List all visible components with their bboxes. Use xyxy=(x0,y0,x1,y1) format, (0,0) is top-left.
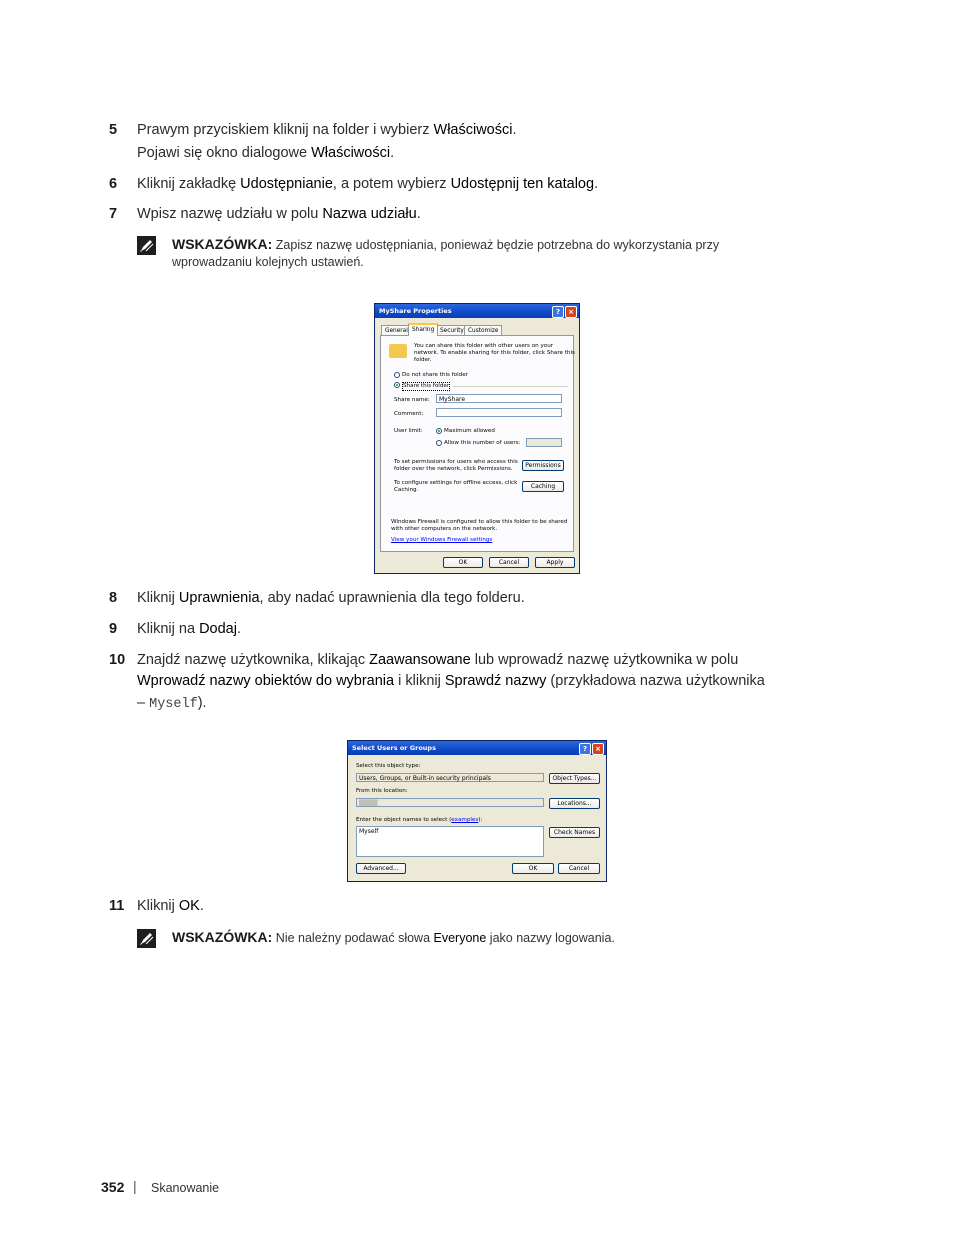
examples-link[interactable]: examples xyxy=(451,817,479,823)
section-name: Skanowanie xyxy=(151,1181,220,1195)
share-this-folder-label: Share this folder xyxy=(403,383,450,389)
step-text: Kliknij OK. xyxy=(137,898,204,914)
object-type-field: Users, Groups, or Built-in security principals xyxy=(356,773,544,782)
page-number: 352 xyxy=(101,1179,125,1195)
tab-sharing[interactable]: Sharing xyxy=(408,323,438,336)
user-count-spinner[interactable] xyxy=(526,438,562,447)
help-button[interactable]: ? xyxy=(579,743,591,755)
do-not-share-label: Do not share this folder xyxy=(402,372,468,378)
do-not-share-radio[interactable] xyxy=(394,372,400,378)
locations-button[interactable]: Locations... xyxy=(549,798,600,809)
check-names-button[interactable]: Check Names xyxy=(549,827,600,838)
step-text: Prawym przyciskiem kliknij na folder i wybierz Właściwości. xyxy=(137,122,517,138)
pencil-note-icon xyxy=(137,236,156,255)
firewall-text: Windows Firewall is configured to allow this folder to be shared xyxy=(391,519,568,525)
tab-customize[interactable]: Customize xyxy=(464,325,502,335)
step-text: Kliknij na Dodaj. xyxy=(137,621,241,637)
maximum-allowed-label: Maximum allowed xyxy=(444,428,495,434)
object-names-label: Enter the object names to select (examples): xyxy=(356,817,483,823)
intro-line: folder. xyxy=(414,357,432,363)
object-types-button[interactable]: Object Types... xyxy=(549,773,600,784)
select-users-dialog xyxy=(347,740,607,882)
tab-general[interactable]: General xyxy=(381,325,412,335)
step-text: Wpisz nazwę udziału w polu Nazwa udziału. xyxy=(137,206,421,222)
permissions-hint: folder over the network, click Permissions. xyxy=(394,466,513,472)
maximum-allowed-radio[interactable] xyxy=(436,428,442,434)
firewall-settings-link[interactable]: View your Windows Firewall settings xyxy=(391,537,493,543)
close-button[interactable]: × xyxy=(565,306,577,318)
step-number: 5 xyxy=(109,122,118,138)
caching-hint: To configure settings for offline access, click xyxy=(394,480,518,486)
shared-folder-icon xyxy=(389,344,407,358)
step-text: Kliknij Uprawnienia, aby nadać uprawnienia dla tego folderu. xyxy=(137,590,525,606)
dialog-title: Select Users or Groups xyxy=(352,744,436,752)
step-text: Kliknij zakładkę Udostępnianie, a potem wybierz Udostępnij ten katalog. xyxy=(137,176,599,192)
step-text: Wprowadź nazwy obiektów do wybrania i kliknij Sprawdź nazwy (przykładowa nazwa użytkownika xyxy=(137,673,765,689)
close-button[interactable]: × xyxy=(592,743,604,755)
note-text: WSKAZÓWKA: Nie należny podawać słowa Everyone jako nazwy logowania. xyxy=(172,929,615,945)
step-number: 6 xyxy=(109,176,118,192)
step-result-text: Pojawi się okno dialogowe Właściwości. xyxy=(137,145,395,161)
allow-users-radio[interactable] xyxy=(436,440,442,446)
user-limit-label: User limit: xyxy=(394,428,423,434)
advanced-button[interactable]: Advanced... xyxy=(356,863,406,874)
caching-hint: Caching. xyxy=(394,487,419,493)
step-number: 8 xyxy=(109,590,118,606)
object-type-label: Select this object type: xyxy=(356,763,421,769)
note-text: WSKAZÓWKA: Zapisz nazwę udostępniania, ponieważ będzie potrzebna do wykorzystania przy wprowadzaniu kolejnych ustawień. xyxy=(172,236,720,269)
permissions-hint: To set permissions for users who access this xyxy=(394,459,518,465)
share-name-label: Share name: xyxy=(394,397,430,403)
group-divider xyxy=(453,386,568,387)
step-number: 9 xyxy=(109,621,118,637)
pencil-note-icon xyxy=(137,929,156,948)
title-bar xyxy=(348,741,606,755)
apply-button[interactable]: Apply xyxy=(535,557,575,568)
intro-line: network. To enable sharing for this folder, click Share this xyxy=(414,350,575,356)
footer-separator: | xyxy=(133,1178,137,1194)
cancel-button[interactable]: Cancel xyxy=(489,557,529,568)
share-this-folder-radio[interactable] xyxy=(394,382,400,388)
dialog-title: MyShare Properties xyxy=(379,307,452,315)
allow-users-label: Allow this number of users: xyxy=(444,440,521,446)
step-number: 11 xyxy=(109,898,125,914)
firewall-text: with other computers on the network. xyxy=(391,526,498,532)
comment-input[interactable] xyxy=(436,408,562,417)
tab-security[interactable]: Security xyxy=(436,325,468,335)
ok-button[interactable]: OK xyxy=(443,557,483,568)
caching-button[interactable]: Caching xyxy=(522,481,564,492)
myshare-properties-dialog xyxy=(374,303,580,574)
share-name-input[interactable]: MyShare xyxy=(436,394,562,403)
step-number: 10 xyxy=(109,652,126,668)
cancel-button[interactable]: Cancel xyxy=(558,863,600,874)
step-text: – Myself). xyxy=(137,695,207,712)
location-label: From this location: xyxy=(356,788,408,794)
comment-label: Comment: xyxy=(394,411,424,417)
help-button[interactable]: ? xyxy=(552,306,564,318)
title-bar xyxy=(375,304,579,318)
location-field: ▒▒▒▒ xyxy=(356,798,544,807)
ok-button[interactable]: OK xyxy=(512,863,554,874)
object-names-input[interactable]: Myself xyxy=(356,826,544,857)
sharing-panel xyxy=(380,335,574,552)
step-number: 7 xyxy=(109,206,118,222)
intro-line: You can share this folder with other users on your xyxy=(414,343,554,349)
permissions-button[interactable]: Permissions xyxy=(522,460,564,471)
step-text: Znajdź nazwę użytkownika, klikając Zaawansowane lub wprowadź nazwę użytkownika w polu xyxy=(137,652,739,668)
